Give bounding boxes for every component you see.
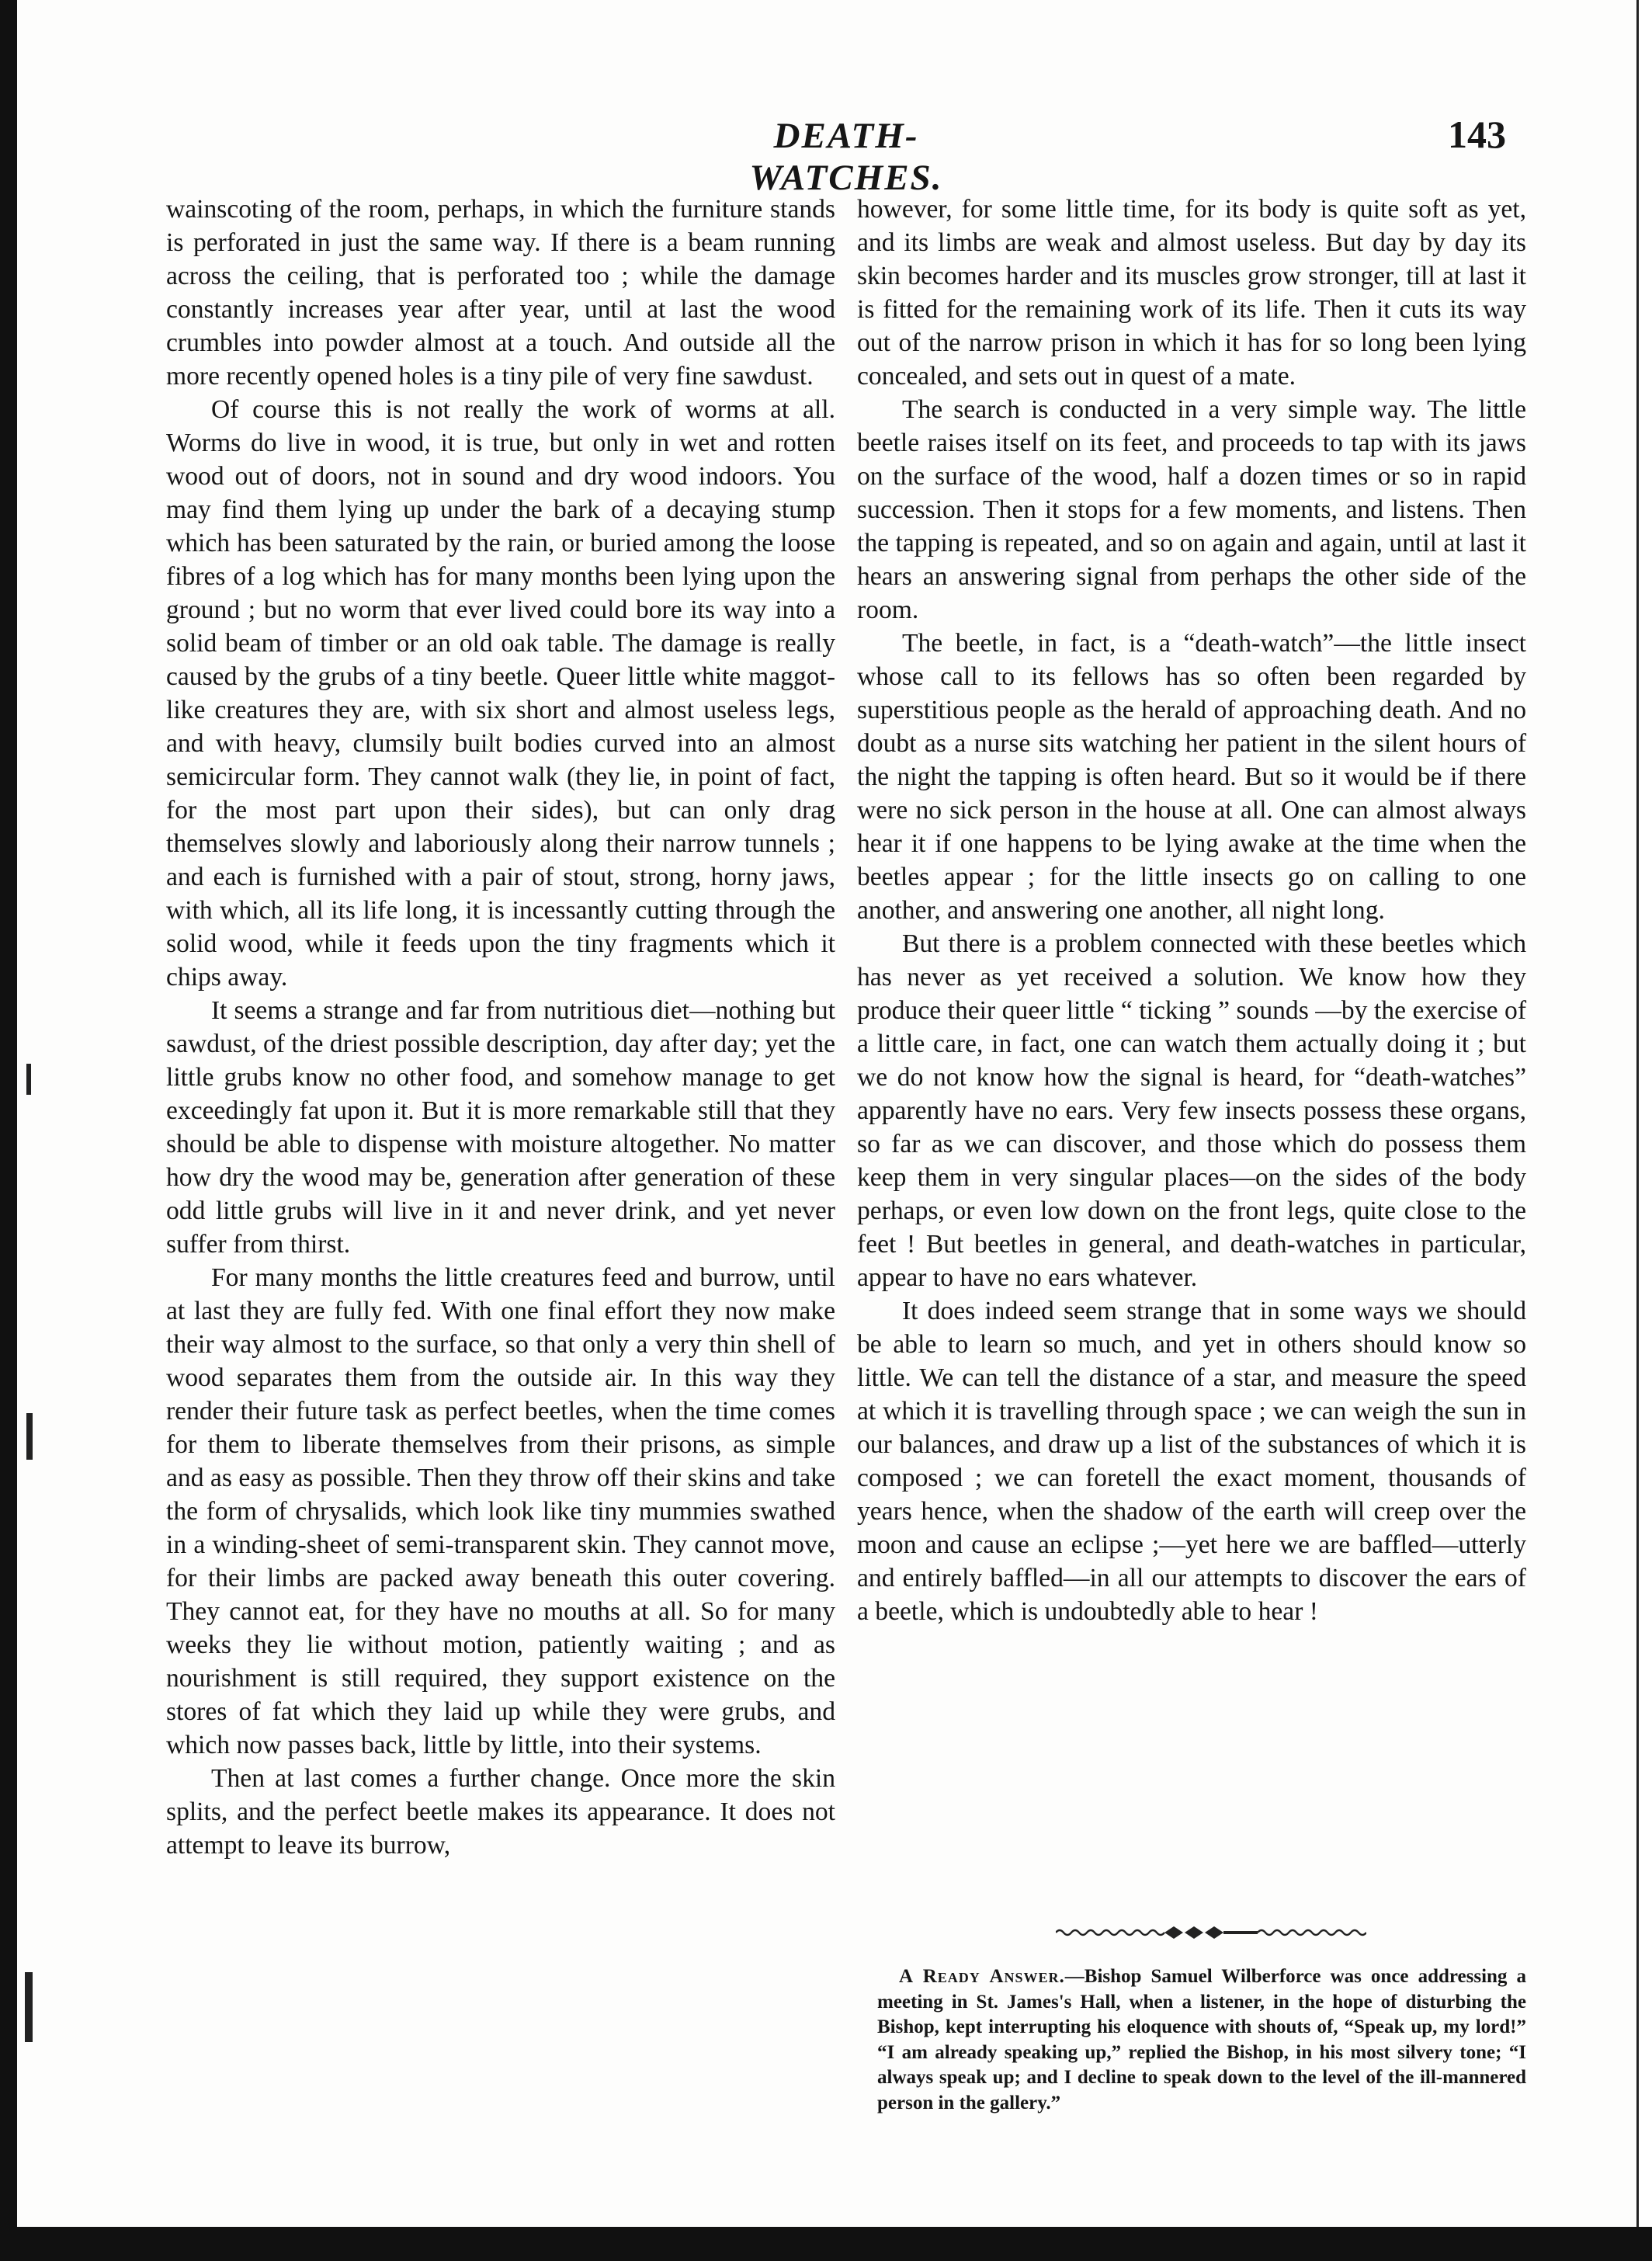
- margin-mark: [25, 1972, 33, 2042]
- paragraph: Then at last comes a further change. Once more the skin splits, and the perfect beetle makes its appearance. It does not attempt to leave its burrow,: [166, 1764, 835, 1860]
- footnote-text: —Bishop Samuel Wilberforce was once addressing a meeting in St. James's Hall, when a listener, in the hope of disturbing the Bishop, kept interrupting his eloquence with shouts of, “Speak up, my lord!” “I am already speaking up,” replied the Bishop, in his most silvery tone; “I always speak up; and I decline to speak down to the level of the ill-mannered person in the gallery.”: [877, 1966, 1526, 2113]
- right-column: [857, 193, 1526, 1628]
- running-head: DEATH-WATCHES.: [749, 116, 943, 198]
- page-number: 143: [1448, 113, 1506, 156]
- footnote-title: A Ready Answer.: [899, 1966, 1065, 1987]
- margin-mark: [26, 1413, 33, 1460]
- footnote-anecdote: [877, 1964, 1526, 2116]
- paragraph: For many months the little creatures feed and burrow, until at last they are fully fed. With one final effort they now make their way almost to the surface, so that only a very thin shell of wood separates them from the outside air. In this way they render their future task as perfect beetles, when the time comes for them to liberate themselves from their prisons, as simple and as easy as possible. Then they throw off their skins and take the form of chrysalids, which look like tiny mummies swathed in a winding-sheet of semi-transparent skin. They cannot move, for their limbs are packed away beneath this outer covering. They cannot eat, for they have no mouths at all. So for many weeks they lie without motion, patiently waiting ; and as nourishment is still required, they support existence on the stores of fat which they laid up while they were grubs, and which now passes back, little by little, into their systems.: [166, 1263, 835, 1759]
- scan-border-left: [0, 0, 17, 2261]
- paragraph: But there is a problem connected with these beetles which has never as yet received a solution. We know how they produce their queer little “ ticking ” sounds —by the exercise of a little care, in fact, one can watch them actually doing it ; but we do not know how the signal is heard, for “death-watches” apparently have no ears. Very few insects possess these organs, so far as we can discover, and those which do possess them keep them in very singular places—on the sides of the body perhaps, or even low down on the front legs, quite close to the feet ! But beetles in general, and death-watches in particular, appear to have no ears whatever.: [857, 929, 1526, 1292]
- paragraph: It seems a strange and far from nutritious diet—nothing but sawdust, of the driest possible description, day after day; yet the little grubs know no other food, and somehow manage to get exceedingly fat upon it. But it is more remarkable still that they should be able to dispense with moisture altogether. No matter how dry the wood may be, generation after generation of these odd little grubs will live in it and never drink, and yet never suffer from thirst.: [166, 996, 835, 1259]
- margin-mark: [26, 1064, 31, 1095]
- paragraph: wainscoting of the room, perhaps, in which the furniture stands is perforated in just the same way. If there is a beam running across the ceiling, that is perforated too ; while the damage constantly increases year after year, until at last the wood crumbles into powder almost at a touch. And outside all the more recently opened holes is a tiny pile of very fine sawdust.: [166, 195, 835, 391]
- scan-border-bottom: [0, 2227, 1652, 2261]
- scan-border-right: [1636, 0, 1652, 2261]
- paragraph: Of course this is not really the work of worms at all. Worms do live in wood, it is true, but only in wet and rotten wood out of doors, not in sound and dry wood indoors. You may find them lying up under the bark of a decaying stump which has been saturated by the rain, or buried among the loose fibres of a log which has for many months been lying upon the ground ; but no worm that ever lived could bore its way into a solid beam of timber or an old oak table. The damage is really caused by the grubs of a tiny beetle. Queer little white maggot-like creatures they are, with six short and almost useless legs, and with heavy, clumsily built bodies curved into an almost semicircular form. They cannot walk (they lie, in point of fact, for the most part upon their sides), but can only drag themselves slowly and laboriously along their narrow tunnels ; and each is furnished with a pair of stout, strong, horny jaws, with which, all its life long, it is incessantly cutting through the solid wood, while it feeds upon the tiny fragments which it chips away.: [166, 395, 835, 992]
- paragraph: It does indeed seem strange that in some ways we should be able to learn so much, and yet in others should know so little. We can tell the distance of a star, and measure the speed at which it is travelling through space ; we can weigh the sun in our balances, and draw up a list of the substances of which it is composed ; we can foretell the exact moment, thousands of years hence, when the shadow of the earth will creep over the moon and cause an eclipse ;—yet here we are baffled—utterly and entirely baffled—in all our attempts to discover the ears of a beetle, which is undoubtedly able to hear !: [857, 1297, 1526, 1626]
- paragraph: The beetle, in fact, is a “death-watch”—the little insect whose call to its fellows has so often been regarded by superstitious people as the herald of approaching death. And no doubt as a nurse sits watching her patient in the silent hours of the night the tapping is often heard. But so it would be if there were no sick person in the house at all. One can almost always hear it if one happens to be lying awake at the time when the beetles appear ; for the little insects go on calling to one another, and answering one another, all night long.: [857, 629, 1526, 925]
- paragraph: however, for some little time, for its body is quite soft as yet, and its limbs are weak and almost useless. But day by day its skin becomes harder and its muscles grow stronger, till at last it is fitted for the remaining work of its life. Then it cuts its way out of the narrow prison in which it has for so long been lying concealed, and sets out in quest of a mate.: [857, 195, 1526, 391]
- paragraph: The search is conducted in a very simple way. The little beetle raises itself on its feet, and proceeds to tap with its jaws on the surface of the wood, half a dozen times or so in rapid succession. Then it stops for a few moments, and listens. Then the tapping is repeated, and so on again and again, until at last it hears an answering signal from perhaps the other side of the room.: [857, 395, 1526, 624]
- section-divider-ornament: [1056, 1921, 1366, 1944]
- left-column: [166, 193, 835, 1862]
